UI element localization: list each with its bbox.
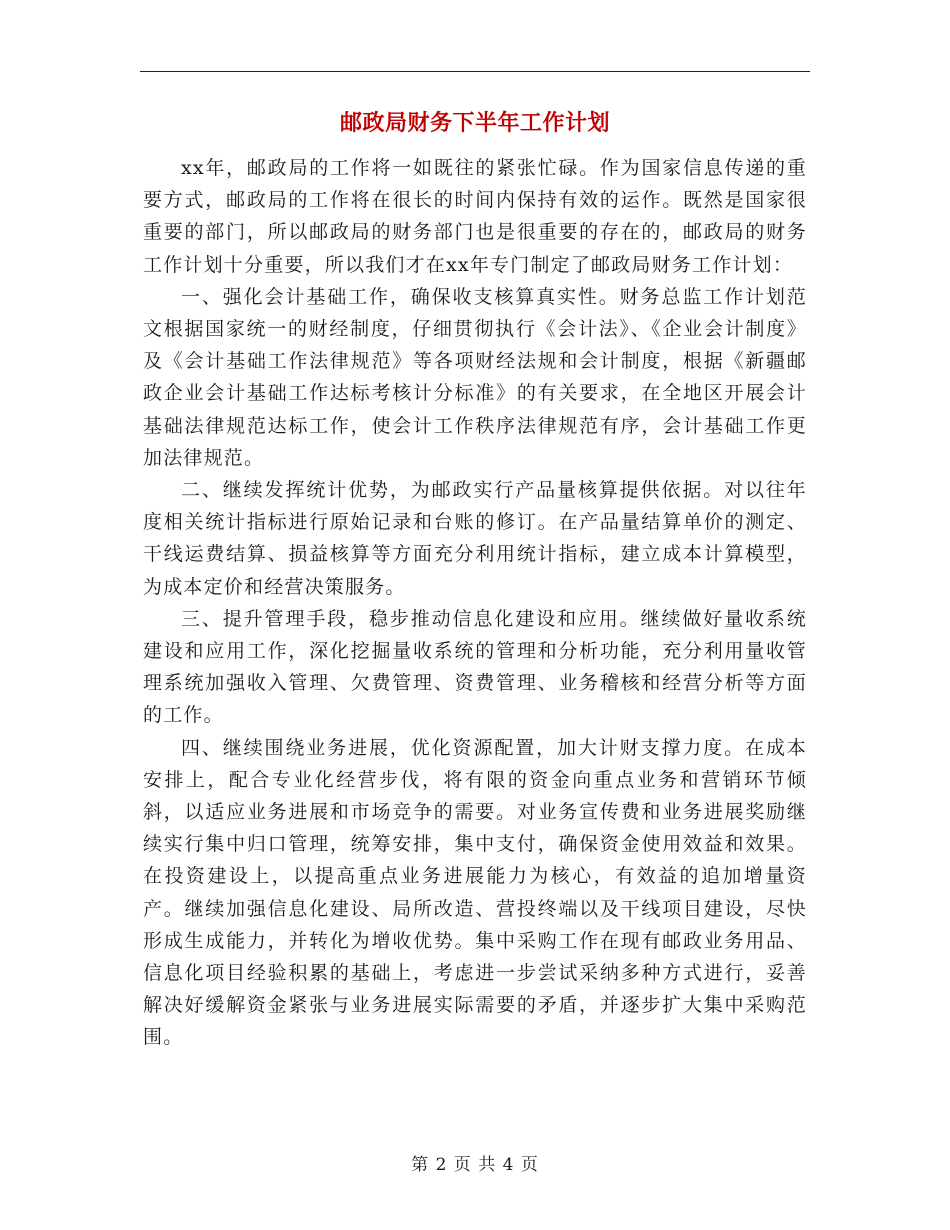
page-number-footer: 第 2 页 共 4 页: [411, 1155, 539, 1175]
header-rule: [140, 71, 810, 72]
paragraph-section-1: 一、强化会计基础工作，确保收支核算真实性。财务总监工作计划范文根据国家统一的财经制度，仔细贯彻执行《会计法》、《企业会计制度》及《会计基础工作法律规范》等各项财经法规和会计制度，根据《新疆邮政企业会计基础工作达标考核计分标准》的有关要求，在全地区开展会计基础法律规范达标工作，使会计工作秩序法律规范有序，会计基础工作更加法律规范。: [143, 285, 807, 469]
document-title: 邮政局财务下半年工作计划: [339, 111, 610, 136]
paragraph-section-4: 四、继续围绕业务进展，优化资源配置，加大计财支撑力度。在成本安排上，配合专业化经营步伐，将有限的资金向重点业务和营销环节倾斜，以适应业务进展和市场竞争的需要。对业务宣传费和业务进展奖励继续实行集中归口管理，统筹安排，集中支付，确保资金使用效益和效果。在投资建设上，以提高重点业务进展能力为核心，有效益的追加增量资产。继续加强信息化建设、局所改造、营投终端以及干线项目建设，尽快形成生成能力，并转化为增收优势。集中采购工作在现有邮政业务用品、信息化项目经验积累的基础上，考虑进一步尝试采纳多种方式进行，妥善解决好缓解资金紧张与业务进展实际需要的矛盾，并逐步扩大集中采购范围。: [143, 736, 807, 1049]
paragraph-section-2: 二、继续发挥统计优势，为邮政实行产品量核算提供依据。对以往年度相关统计指标进行原始记录和台账的修订。在产品量结算单价的测定、干线运费结算、损益核算等方面充分利用统计指标，建立成本计算模型，为成本定价和经营决策服务。: [143, 479, 807, 598]
paragraph-intro: xx年，邮政局的工作将一如既往的紧张忙碌。作为国家信息传递的重要方式，邮政局的工作将在很长的时间内保持有效的运作。既然是国家很重要的部门，所以邮政局的财务部门也是很重要的存在的，邮政局的财务工作计划十分重要，所以我们才在xx年专门制定了邮政局财务工作计划：: [143, 157, 807, 276]
paragraph-section-3: 三、提升管理手段，稳步推动信息化建设和应用。继续做好量收系统建设和应用工作，深化挖掘量收系统的管理和分析功能，充分利用量收管理系统加强收入管理、欠费管理、资费管理、业务稽核和经营分析等方面的工作。: [143, 607, 807, 727]
document-body: [143, 152, 807, 1054]
